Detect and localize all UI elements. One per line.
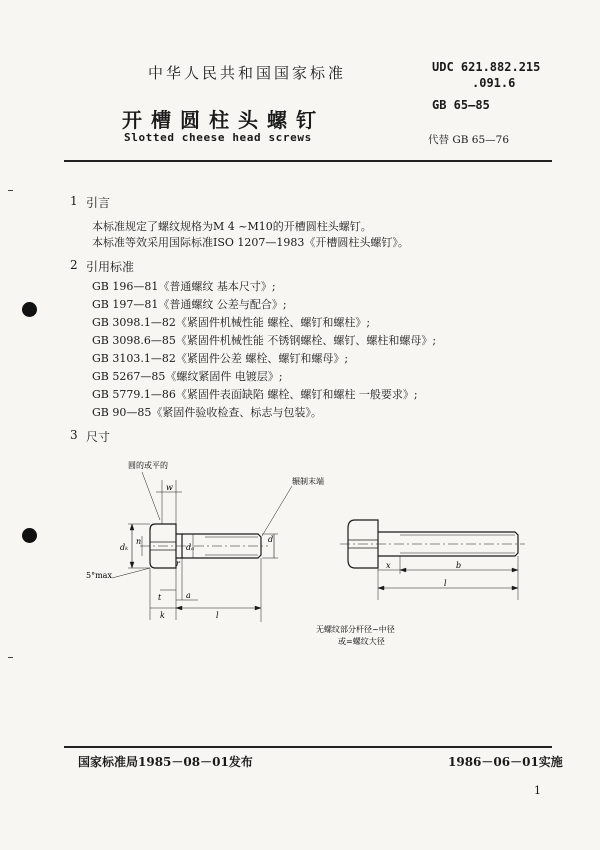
margin-tick	[8, 190, 13, 191]
dim-r: r	[176, 559, 180, 568]
dim-b: b	[456, 561, 462, 570]
dim-k: k	[160, 611, 165, 620]
section-2-title: 引用标准	[86, 260, 135, 274]
section-1-number: 1	[70, 194, 78, 208]
dim-a: a	[186, 591, 191, 600]
reference-item: GB 5779.1—86《紧固件表面缺陷 螺栓、螺钉和螺柱 一般要求》;	[92, 388, 418, 401]
udc-code-line2: .091.6	[472, 76, 516, 90]
note-shank-diameter-2: 或=螺纹大径	[338, 637, 385, 646]
title-chinese: 开槽圆柱头螺钉	[122, 108, 325, 132]
standard-name: 中华人民共和国国家标准	[148, 64, 347, 82]
label-5deg-max: 5°max	[86, 571, 112, 580]
section-1-para-2: 本标准等效采用国际标准ISO 1207—1983《开槽圆柱头螺钉》。	[92, 236, 409, 249]
dim-w: w	[166, 483, 173, 492]
header-rule	[64, 160, 552, 162]
dim-dk: dₖ	[120, 543, 129, 552]
footer-rule	[64, 746, 552, 748]
reference-item: GB 5267—85《螺纹紧固件 电镀层》;	[92, 370, 283, 383]
section-1-title: 引言	[86, 196, 111, 210]
dim-n: n	[136, 537, 142, 546]
page-number: 1	[534, 784, 541, 797]
reference-item: GB 3098.6—85《紧固件机械性能 不锈钢螺栓、螺钉、螺柱和螺母》;	[92, 334, 437, 347]
dim-da: dₐ	[186, 543, 195, 552]
reference-item: GB 196—81《普通螺纹 基本尺寸》;	[92, 280, 276, 293]
reference-item: GB 197—81《普通螺纹 公差与配合》;	[92, 298, 287, 311]
reference-item: GB 90—85《紧固件验收检查、标志与包装》。	[92, 406, 322, 419]
section-3-number: 3	[70, 428, 78, 442]
label-round-or-flat: 圆的或平的	[128, 461, 168, 470]
margin-tick	[8, 657, 13, 658]
udc-code-line1: UDC 621.882.215	[432, 60, 541, 74]
binder-hole-top	[22, 302, 37, 317]
replaces-note: 代替 GB 65—76	[428, 134, 510, 146]
section-2-number: 2	[70, 258, 78, 272]
dim-l-right: l	[444, 579, 447, 588]
note-shank-diameter-1: 无螺纹部分杆径~中径	[316, 625, 395, 634]
issue-date: 国家标准局1985－08－01发布	[78, 755, 253, 769]
gb-number: GB 65—85	[432, 98, 490, 112]
reference-item: GB 3098.1—82《紧固件机械性能 螺栓、螺钉和螺柱》;	[92, 316, 371, 329]
dim-l: l	[216, 611, 219, 620]
effective-date: 1986－06－01实施	[448, 755, 563, 769]
title-english: Slotted cheese head screws	[124, 131, 312, 144]
section-1-para-1: 本标准规定了螺纹规格为M 4 ~M10的开槽圆柱头螺钉。	[92, 220, 372, 233]
section-3-title: 尺寸	[86, 430, 111, 444]
reference-item: GB 3103.1—82《紧固件公差 螺栓、螺钉和螺母》;	[92, 352, 349, 365]
dim-t: t	[158, 593, 162, 602]
dim-d: d	[268, 535, 274, 544]
screw-dimension-drawing	[0, 450, 600, 650]
dim-x: x	[386, 561, 391, 570]
label-rolled-end: 辗制末端	[292, 477, 324, 486]
